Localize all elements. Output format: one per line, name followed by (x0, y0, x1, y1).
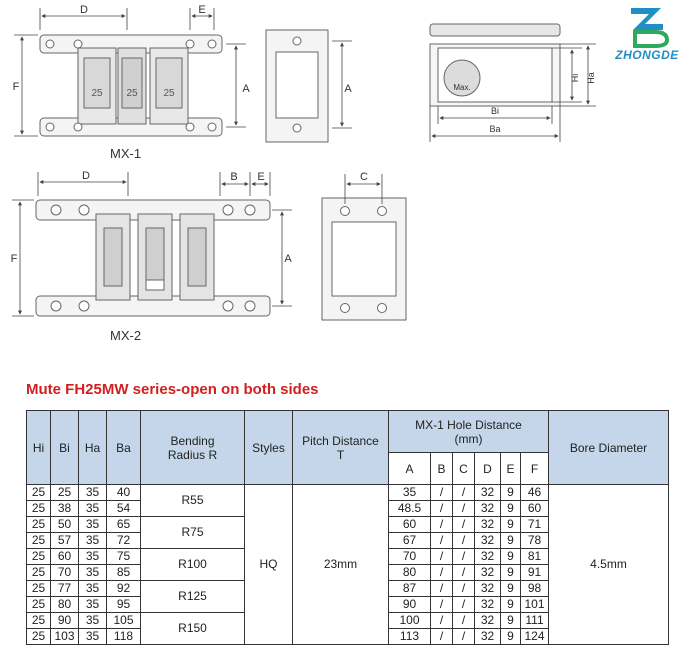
mx2-caption: MX-2 (110, 328, 142, 343)
dim-label-d: D (82, 170, 90, 182)
dim-label-f: F (10, 253, 18, 265)
cell-bi: 38 (51, 501, 79, 517)
cell-hi: 25 (27, 613, 51, 629)
cell-hi: 25 (27, 517, 51, 533)
link-mark: 25 (91, 88, 103, 99)
cell-hole-b: / (431, 485, 453, 501)
cell-hole-e: 9 (501, 597, 521, 613)
cell-hole-f: 124 (521, 629, 549, 645)
cell-hole-f: 60 (521, 501, 549, 517)
max-ball-label: Max. (453, 83, 471, 92)
cell-bi: 103 (51, 629, 79, 645)
cell-hi: 25 (27, 485, 51, 501)
cell-ha: 35 (79, 517, 107, 533)
cell-hole-c: / (453, 581, 475, 597)
cell-bending-radius: R150 (141, 613, 245, 645)
cell-hole-f: 91 (521, 565, 549, 581)
cell-hole-e: 9 (501, 613, 521, 629)
subheader-c: C (453, 453, 475, 485)
cell-ha: 35 (79, 549, 107, 565)
cell-ba: 85 (107, 565, 141, 581)
cell-hole-a: 60 (389, 517, 431, 533)
cell-hole-f: 78 (521, 533, 549, 549)
cell-hole-b: / (431, 565, 453, 581)
cell-hole-e: 9 (501, 533, 521, 549)
dim-label-e: E (257, 171, 265, 183)
subheader-e: E (501, 453, 521, 485)
cell-hole-d: 32 (475, 597, 501, 613)
header-bore-diameter: Bore Diameter (549, 411, 669, 485)
cell-hole-c: / (453, 501, 475, 517)
cell-hole-f: 46 (521, 485, 549, 501)
cell-bi: 57 (51, 533, 79, 549)
subheader-a: A (389, 453, 431, 485)
cell-hole-b: / (431, 581, 453, 597)
cell-hole-d: 32 (475, 549, 501, 565)
cell-hole-d: 32 (475, 581, 501, 597)
cell-ba: 92 (107, 581, 141, 597)
cell-ha: 35 (79, 533, 107, 549)
cell-ha: 35 (79, 485, 107, 501)
mx2-side-view (322, 198, 406, 320)
dim-label-hi: Hi (570, 73, 580, 83)
cell-hi: 25 (27, 533, 51, 549)
header-hi: Hi (27, 411, 51, 485)
cell-hole-b: / (431, 533, 453, 549)
cell-bi: 90 (51, 613, 79, 629)
mx1-top-view (40, 35, 222, 136)
cell-hi: 25 (27, 581, 51, 597)
cell-ha: 35 (79, 565, 107, 581)
spec-table-body (27, 485, 669, 645)
subheader-f: F (521, 453, 549, 485)
link-mark: 25 (126, 88, 138, 99)
cell-style: HQ (245, 485, 293, 645)
cell-hole-f: 81 (521, 549, 549, 565)
cell-hole-c: / (453, 597, 475, 613)
cell-hole-b: / (431, 629, 453, 645)
cell-bending-radius: R75 (141, 517, 245, 549)
cell-ba: 40 (107, 485, 141, 501)
header-hole-distance: MX-1 Hole Distance (mm) (389, 411, 549, 453)
cell-hole-c: / (453, 485, 475, 501)
cell-hole-e: 9 (501, 501, 521, 517)
subheader-d: D (475, 453, 501, 485)
cell-hole-a: 35 (389, 485, 431, 501)
cell-hole-d: 32 (475, 613, 501, 629)
header-ha: Ha (79, 411, 107, 485)
cell-hole-b: / (431, 613, 453, 629)
cell-hole-a: 67 (389, 533, 431, 549)
subheader-b: B (431, 453, 453, 485)
dim-label-e: E (198, 4, 206, 16)
cell-ba: 72 (107, 533, 141, 549)
cell-ba: 95 (107, 597, 141, 613)
mx2-top-view (36, 200, 270, 316)
cell-ba: 54 (107, 501, 141, 517)
zd-logo-mark-icon (605, 4, 689, 48)
cell-hole-a: 100 (389, 613, 431, 629)
cell-hole-e: 9 (501, 485, 521, 501)
cell-hole-d: 32 (475, 501, 501, 517)
cell-hole-a: 48.5 (389, 501, 431, 517)
series-title: Mute FH25MW series-open on both sides (26, 381, 319, 398)
cell-hole-f: 71 (521, 517, 549, 533)
dim-label-ba: Ba (489, 124, 501, 134)
header-styles: Styles (245, 411, 293, 485)
cell-hole-b: / (431, 549, 453, 565)
logo-text: ZHONGDE (615, 48, 679, 62)
cell-ba: 75 (107, 549, 141, 565)
cell-hole-f: 111 (521, 613, 549, 629)
cell-hole-a: 80 (389, 565, 431, 581)
dim-label-a: A (284, 253, 292, 265)
cell-ha: 35 (79, 613, 107, 629)
dim-label-b: B (230, 171, 238, 183)
dim-label-f: F (12, 81, 20, 93)
dim-label-bi: Bi (490, 106, 500, 116)
cell-hole-d: 32 (475, 485, 501, 501)
cell-bi: 70 (51, 565, 79, 581)
cell-hole-f: 98 (521, 581, 549, 597)
mx1-side-view (266, 30, 328, 142)
cell-hole-f: 101 (521, 597, 549, 613)
cell-ha: 35 (79, 629, 107, 645)
cell-bending-radius: R125 (141, 581, 245, 613)
cell-hole-d: 32 (475, 565, 501, 581)
cell-bi: 25 (51, 485, 79, 501)
cell-hole-e: 9 (501, 629, 521, 645)
cell-hole-c: / (453, 565, 475, 581)
cell-hi: 25 (27, 629, 51, 645)
cell-bi: 50 (51, 517, 79, 533)
cell-bending-radius: R55 (141, 485, 245, 517)
cell-hole-e: 9 (501, 549, 521, 565)
cell-ba: 118 (107, 629, 141, 645)
cell-bending-radius: R100 (141, 549, 245, 581)
zhongde-logo (605, 4, 689, 64)
dim-label-ha: Ha (586, 72, 596, 84)
cell-hole-a: 87 (389, 581, 431, 597)
cell-hole-d: 32 (475, 629, 501, 645)
cell-hole-d: 32 (475, 517, 501, 533)
dim-label-a: A (242, 83, 250, 95)
header-ba: Ba (107, 411, 141, 485)
cell-hole-e: 9 (501, 517, 521, 533)
cell-hole-b: / (431, 517, 453, 533)
cell-hi: 25 (27, 565, 51, 581)
header-bending-radius: Bending Radius R (141, 411, 245, 485)
cell-hole-a: 90 (389, 597, 431, 613)
cell-hole-d: 32 (475, 533, 501, 549)
spec-table (26, 410, 669, 645)
cell-bi: 80 (51, 597, 79, 613)
cell-hole-e: 9 (501, 565, 521, 581)
dim-label-d: D (80, 4, 88, 16)
cell-hi: 25 (27, 501, 51, 517)
cell-hi: 25 (27, 549, 51, 565)
cell-hole-b: / (431, 501, 453, 517)
cell-bore: 4.5mm (549, 485, 669, 645)
link-mark: 25 (163, 88, 175, 99)
table-row (27, 485, 669, 501)
cell-ba: 65 (107, 517, 141, 533)
cell-bi: 60 (51, 549, 79, 565)
cell-hole-a: 70 (389, 549, 431, 565)
cell-ha: 35 (79, 597, 107, 613)
cell-hole-c: / (453, 629, 475, 645)
cell-ba: 105 (107, 613, 141, 629)
dim-label-c: C (360, 171, 368, 183)
cell-hole-a: 113 (389, 629, 431, 645)
cell-hole-c: / (453, 549, 475, 565)
cell-bi: 77 (51, 581, 79, 597)
cross-section-view (430, 24, 560, 106)
cell-hole-c: / (453, 517, 475, 533)
cell-hole-c: / (453, 613, 475, 629)
header-bi: Bi (51, 411, 79, 485)
cell-ha: 35 (79, 581, 107, 597)
cell-pitch: 23mm (293, 485, 389, 645)
cell-hi: 25 (27, 597, 51, 613)
cell-hole-c: / (453, 533, 475, 549)
mx1-caption: MX-1 (110, 146, 142, 161)
header-pitch: Pitch Distance T (293, 411, 389, 485)
dim-label-a-side: A (344, 83, 352, 95)
cell-hole-b: / (431, 597, 453, 613)
cell-ha: 35 (79, 501, 107, 517)
cell-hole-e: 9 (501, 581, 521, 597)
